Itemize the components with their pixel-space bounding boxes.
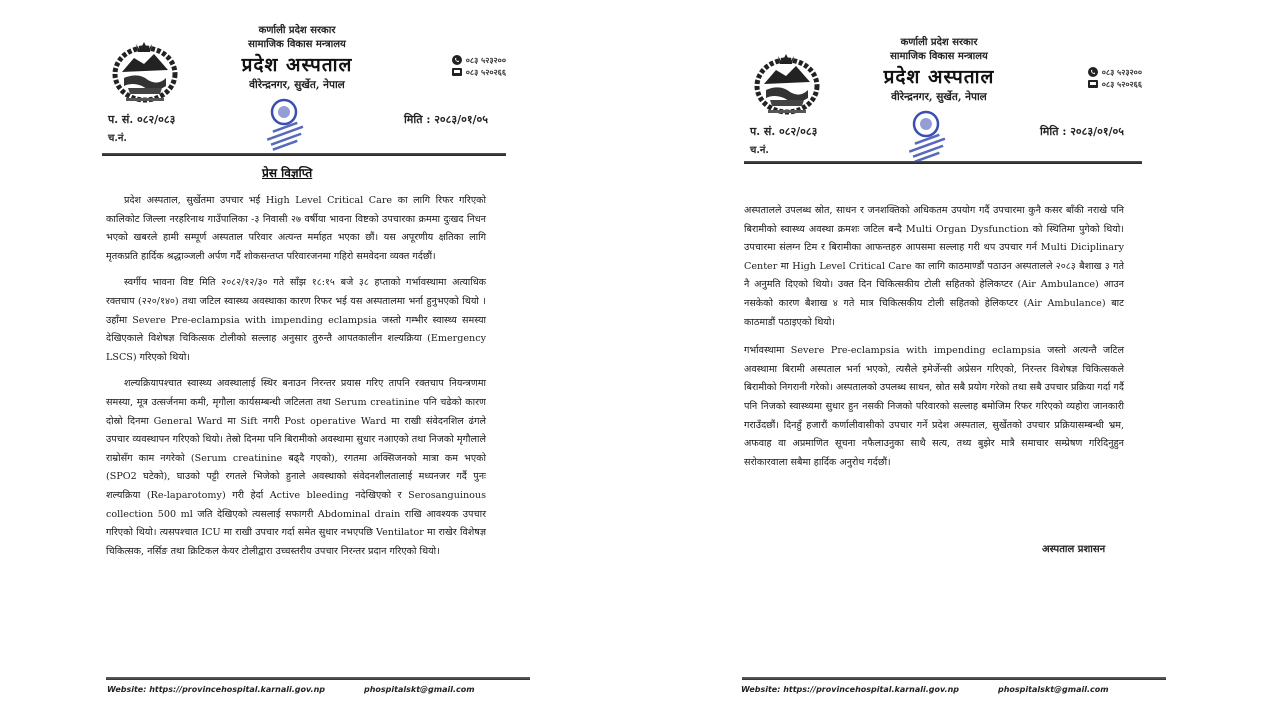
paragraph-2: स्वर्गीय भावना विष्ट मिति २०८२/१२/३० गते साँझ १८:१५ बजे ३८ हप्ताको गर्भावस्थामा अत्याधिक रक्तचाप (२२०/१४०) तथा जटिल स्वास्थ्य अवस्थाका कारण रिफर भई यस अस्पतालमा भर्ना हुनुभएको थियो । उहाँमा Severe Pre-eclampsia with impending eclampsia जस्तो गम्भीर स्वास्थ्य समस्या देखिएकाले विशेषज्ञ चिकित्सक टोलीको सल्लाह अनुसार तुरुन्तै आपतकालीन शल्यक्रिया (Emergency LSCS) गरिएको थियो। [106, 277, 486, 363]
header-divider [744, 161, 1142, 164]
official-stamp-icon [262, 96, 316, 154]
government-heading [212, 24, 382, 92]
dispatch-number: च.नं. [750, 145, 769, 156]
hospital-name: प्रदेश अस्पताल [883, 66, 995, 88]
header-divider [102, 153, 506, 156]
fax-icon [452, 67, 462, 77]
phone-icon [1088, 67, 1098, 77]
ministry-name: सामाजिक विकास मन्त्रालय [248, 39, 346, 50]
government-heading [854, 36, 1024, 104]
paragraph-3: शल्यक्रियापश्चात स्वास्थ्य अवस्थालाई स्थिर बनाउन निरन्तर प्रयास गरिए तापनि रक्तचाप नियन्त्रणमा समस्या, मूत्र उत्सर्जनमा कमी, मृगौला कार्यसम्बन्धी जटिलता तथा Serum creatinine पनि चढेको कारण दोस्रो दिनमा General Ward मा Sift नगरी Post operative Ward मा राखी संवेदनशिल ढंगले उपचार व्यवस्थापन गरिएको थियो। तेस्रो दिनमा पनि बिरामीको अवस्थामा सुधार नआएको तथा निजको मृगौलाले राम्रोसँग काम नगरेको (Serum creatinine बढ्दै गएको), रगतमा अक्सिजनको मात्रा कम भएको (SPO2 घटेको), घाउको पट्टी रगतले भिजेको हुनाले अवस्थाको संवेदनशीलतालाई मध्यनजर गर्दै पुनः शल्यक्रिया (Re-laparotomy) गरी हेर्दा Active bleeding नदेखिएको र Serosanguinous collection 500 ml जति देखिएको त्यसलाई सफागरी Abdominal drain राखि आवश्यक उपचार गरिएको थियो। त्यसपश्चात ICU मा राखी उपचार गर्दा समेत सुधार नभएपछि Ventilator मा राखेर विशेषज्ञ चिकित्सक, नर्सिङ तथा क्रिटिकल केयर टोलीद्वारा उच्चस्तरीय उपचार निरन्तर प्रदान गरिएको थियो। [106, 378, 486, 557]
nepal-emblem-icon [750, 50, 824, 116]
footer-email[interactable]: phospitalskt@gmail.com [998, 685, 1109, 694]
dispatch-number: च.नं. [108, 133, 127, 144]
fax-row [1088, 78, 1142, 90]
ministry-name: सामाजिक विकास मन्त्रालय [890, 51, 988, 62]
hospital-address: वीरेन्द्रनगर, सुर्खेत, नेपाल [249, 79, 345, 91]
phone-row [1088, 66, 1142, 78]
paragraph-1: अस्पतालले उपलब्ध स्रोत, साधन र जनशक्तिको अधिकतम उपयोग गर्दै उपचारमा कुनै कसर बाँकी नराखे पनि बिरामीको स्वास्थ्य अवस्था क्रमशः जटिल बन्दै Multi Organ Dysfunction को स्थितिमा पुगेको थियो। उपचारमा संलग्न टिम र बिरामीका आफन्तहरु आपसमा सल्लाह गरी थप उपचार गर्न Multi Diciplinary Center मा High Level Critical Care का लागि काठमाण्डौं पठाउन अस्पतालले २०८३ बैशाख ३ गते नै अनुमति दिएको थियो। उक्त दिन चिकित्सकीय टोली सहितको हेलिकप्टर (Air Ambulance) आउन नसकेको कारण बैशाख ४ गते मात्र चिकित्सकीय टोली सहितको हेलिकप्टर (Air Ambulance) बाट काठमाडौं पठाइएको थियो। [744, 205, 1124, 328]
signature-hospital-administration: अस्पताल प्रशासन [1042, 544, 1106, 555]
footer-website[interactable]: Website: https://provincehospital.karnali.gov.np [107, 685, 326, 694]
government-name: कर्णाली प्रदेश सरकार [258, 25, 336, 36]
document-date: मिति : २०८३/०१/०५ [1039, 125, 1124, 138]
letterhead [102, 24, 506, 154]
government-name: कर्णाली प्रदेश सरकार [900, 37, 978, 48]
reference-number: प. सं. ०८२/०८३ [750, 125, 818, 138]
footer-divider [742, 677, 1166, 680]
press-release-body [744, 202, 1124, 482]
fax-number: ०८३ ५२०२६६ [465, 67, 506, 77]
footer-divider [106, 677, 530, 680]
contact-block [1088, 66, 1142, 90]
phone-icon [452, 55, 462, 65]
letterhead [744, 36, 1142, 162]
contact-block [452, 54, 506, 78]
phone-row [452, 54, 506, 66]
paragraph-1: प्रदेश अस्पताल, सुर्खेतमा उपचार भई High Level Critical Care का लागि रिफर गरिएको कालिकोट जिल्ला नरहरिनाथ गाउँपालिका -३ निवासी २७ वर्षीया भावना विष्टको उपचारका क्रममा दुःखद निधन भएको खबरले हामी सम्पूर्ण अस्पताल परिवार अत्यन्त मर्माहत भएका छौं। यस अपूरणीय क्षतिका लागि मृतकप्रति हार्दिक श्रद्धाञ्जली अर्पण गर्दै शोकसन्तप्त परिवारजनमा गहिरो समवेदना व्यक्त गर्दछौं। [106, 195, 486, 262]
reference-number: प. सं. ०८२/०८३ [108, 113, 176, 126]
footer-email[interactable]: phospitalskt@gmail.com [364, 685, 475, 694]
nepal-emblem-icon [108, 38, 182, 104]
fax-icon [1088, 79, 1098, 89]
press-release-body [106, 192, 486, 569]
phone-number: ०८३ ५२३२०० [1101, 67, 1142, 77]
hospital-address: वीरेन्द्रनगर, सुर्खेत, नेपाल [891, 91, 987, 103]
official-stamp-icon [904, 108, 958, 166]
press-release-title: प्रेस विज्ञप्ति [262, 166, 313, 180]
document-page-2 [640, 0, 1280, 720]
fax-row [452, 66, 506, 78]
phone-number: ०८३ ५२३२०० [465, 55, 506, 65]
hospital-name: प्रदेश अस्पताल [241, 54, 353, 76]
paragraph-2: गर्भावस्थामा Severe Pre-eclampsia with impending eclampsia जस्तो अत्यन्तै जटिल अवस्थामा बिरामी अस्पताल भर्ना भएको, त्यसैले इमेर्जेन्सी अप्रेसन गरिएको, निरन्तर विशेषज्ञ चिकित्सकले बिरामीको निगरानी गरेको। अस्पतालको उपलब्ध साधन, स्रोत सबै प्रयोग गरेको तथा सबै उपचार प्रक्रिया गर्दा गर्दै पनि निजको स्वास्थ्यमा सुधार हुन नसकी निजको परिवारको सल्लाह बमोजिम रिफर गरिएको व्यहोरा जानकारी गराउँदछौं। दिनहुँ हजारौं कर्णालीवासीको उपचार गर्ने प्रदेश अस्पताल, सुर्खेतको उपचार प्रक्रियासम्बन्धी भ्रम, अफवाह वा अप्रमाणित सूचना नफैलाउनुका साथै सत्य, तथ्य बुझेर मात्रै समाचार सम्प्रेषण गरिदिनुहुन सरोकारवाला सबैमा हार्दिक अनुरोध गर्दछौं। [744, 345, 1124, 468]
fax-number: ०८३ ५२०२६६ [1101, 79, 1142, 89]
document-date: मिति : २०८३/०१/०५ [403, 113, 488, 126]
footer-website[interactable]: Website: https://provincehospital.karnali.gov.np [741, 685, 960, 694]
